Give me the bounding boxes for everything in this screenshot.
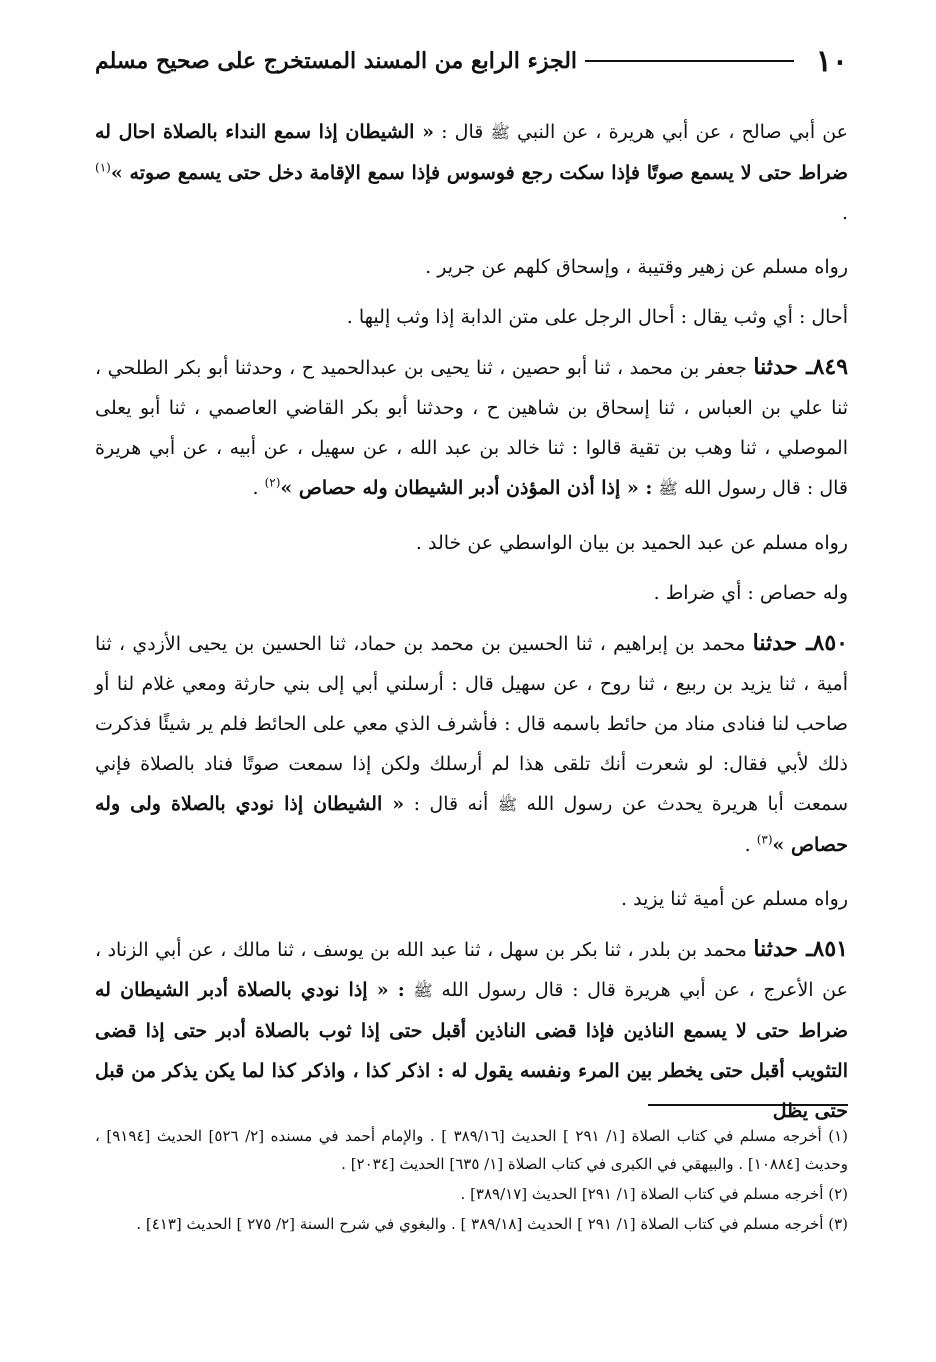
- narration-note: رواه مسلم عن زهير وقتيبة ، وإسحاق كلهم عن جرير .: [425, 256, 848, 278]
- paragraph-hadith-849: [95, 347, 848, 509]
- hadith-quote: : « إذا نودي بالصلاة أدبر الشيطان له ضراط حتى لا يسمع الناذين فإذا قضى الناذين أقبل حتى إذا ثوب بالصلاة أدبر حتى إذا قضى التثويب أقبل حتى يخطر بين المرء ونفسه يقول له : اذكر كذا ، واذكر كذا لما يكن يذكر من قبل حتى يظل: [95, 979, 848, 1122]
- salawat-symbol: ﷺ: [413, 981, 433, 1000]
- sentence-end: .: [744, 834, 751, 856]
- footnote-marker: (٣): [756, 832, 773, 847]
- running-title: الجزء الرابع من المسند المستخرج على صحيح مسلم: [95, 48, 578, 74]
- hadith-quote: : « إذا أذن المؤذن أدبر الشيطان وله حصاص »: [280, 477, 653, 499]
- salawat-symbol: ﷺ: [497, 795, 518, 814]
- hadith-number: ٨٥٠ـ حدثنا: [752, 630, 848, 656]
- narration-note: رواه مسلم عن أمية ثنا يزيد .: [621, 888, 848, 910]
- footnotes: [95, 1122, 848, 1240]
- header-rule: [585, 60, 794, 62]
- chain-text: محمد بن إبراهيم ، ثنا الحسين بن محمد بن حماد، ثنا الحسين بن يحيى الأزدي ، ثنا أمية ، ثنا يزيد بن ربيع ، ثنا روح ، عن سهيل قال : أرسلني أبي إلى بني حارثة ومعي غلام لنا أو صاحب لنا فنادى مناد من حائط باسمه قال : فأشرف الذي معي على الحائط فلم ير شيئًا فذكرت ذلك لأبي فقال: لو شعرت أنك تلقى هذا لم أرسلك ولكن إذا سمعت صوتًا فناد بالصلاة فإني سمعت أبا هريرة يحدث عن رسول الله: [95, 633, 849, 815]
- salawat-symbol: ﷺ: [490, 123, 510, 142]
- hadith-number: ٨٥١ـ حدثنا: [753, 936, 848, 962]
- main-text: [95, 112, 848, 1145]
- footnote-3: (٣) أخرجه مسلم في كتاب الصلاة [١/ ٢٩١ ] الحديث [٣٨٩/١٨ ] . والبغوي في شرح السنة [٢/ ٢٧٥ ] الحديث [٤١٣] .: [136, 1215, 848, 1233]
- sentence-end: .: [841, 202, 848, 224]
- hadith-quote: « الشيطان إذا سمع النداء بالصلاة احال له ضراط حتى لا يسمع صوتًا فإذا سكت رجع فوسوس فإذا سمع الإقامة دخل حتى يسمع صوته »: [95, 121, 848, 184]
- paragraph-hadith-850: [95, 623, 848, 865]
- page-header: [95, 38, 848, 84]
- sentence-end: .: [252, 477, 259, 499]
- footnote-divider: [648, 1104, 848, 1106]
- paragraph-hadith-851: [95, 929, 848, 1131]
- chain-text: أنه قال :: [413, 793, 489, 815]
- narration-note: رواه مسلم عن عبد الحميد بن بيان الواسطي عن خالد .: [415, 532, 848, 554]
- footnote-1: (١) أخرجه مسلم في كتاب الصلاة [١/ ٢٩١ ] الحديث [٣٨٩/١٦ ] . والإمام أحمد في مسنده [٢/ ٥٢٦] الحديث [٩١٩٤] ، وحديث [١٠٨٨٤] . والبيهقي في الكبرى في كتاب الصلاة [١/ ٦٣٥] الحديث [٢٠٣٤] .: [95, 1127, 848, 1173]
- chain-text: قال :: [441, 121, 484, 143]
- chain-text: عن أبي صالح ، عن أبي هريرة ، عن النبي: [516, 121, 849, 143]
- chain-text: محمد بن بلدر ، ثنا بكر بن سهل ، ثنا عبد الله بن يوسف ، ثنا مالك ، عن أبي الزناد ، عن الأعرج ، عن أبي هريرة قال : قال رسول الله: [95, 939, 848, 1001]
- hadith-quote: « الشيطان إذا نودي بالصلاة ولى وله حصاص »: [95, 793, 848, 856]
- hadith-number: ٨٤٩ـ حدثنا: [753, 354, 849, 380]
- chain-text: جعفر بن محمد ، ثنا أبو حصين ، ثنا يحيى بن عبدالحميد ح ، وحدثنا أبو بكر الطلحي ، ثنا علي بن العباس ، ثنا إسحاق بن شاهين ح ، وحدثنا أبو بكر القاضي العاصمي ، ثنا أبو يعلى الموصلي ، ثنا وهب بن تقية قالوا : ثنا خالد بن عبد الله ، عن سهيل ، عن أبيه ، عن أبي هريرة قال : قال رسول الله: [95, 357, 848, 499]
- word-explanation: وله حصاص : أي ضراط .: [653, 582, 848, 604]
- footnote-2: (٢) أخرجه مسلم في كتاب الصلاة [١/ ٢٩١] الحديث [٣٨٩/١٧] .: [460, 1185, 848, 1203]
- footnote-marker: (١): [95, 160, 111, 175]
- salawat-symbol: ﷺ: [658, 479, 678, 498]
- paragraph-hadith-848-continued: [95, 112, 848, 233]
- page-number: ١٠: [815, 43, 848, 79]
- word-explanation: أحال : أي وثب يقال : أحال الرجل على متن الدابة إذا وثب إليها .: [346, 306, 848, 328]
- footnote-marker: (٢): [264, 475, 281, 490]
